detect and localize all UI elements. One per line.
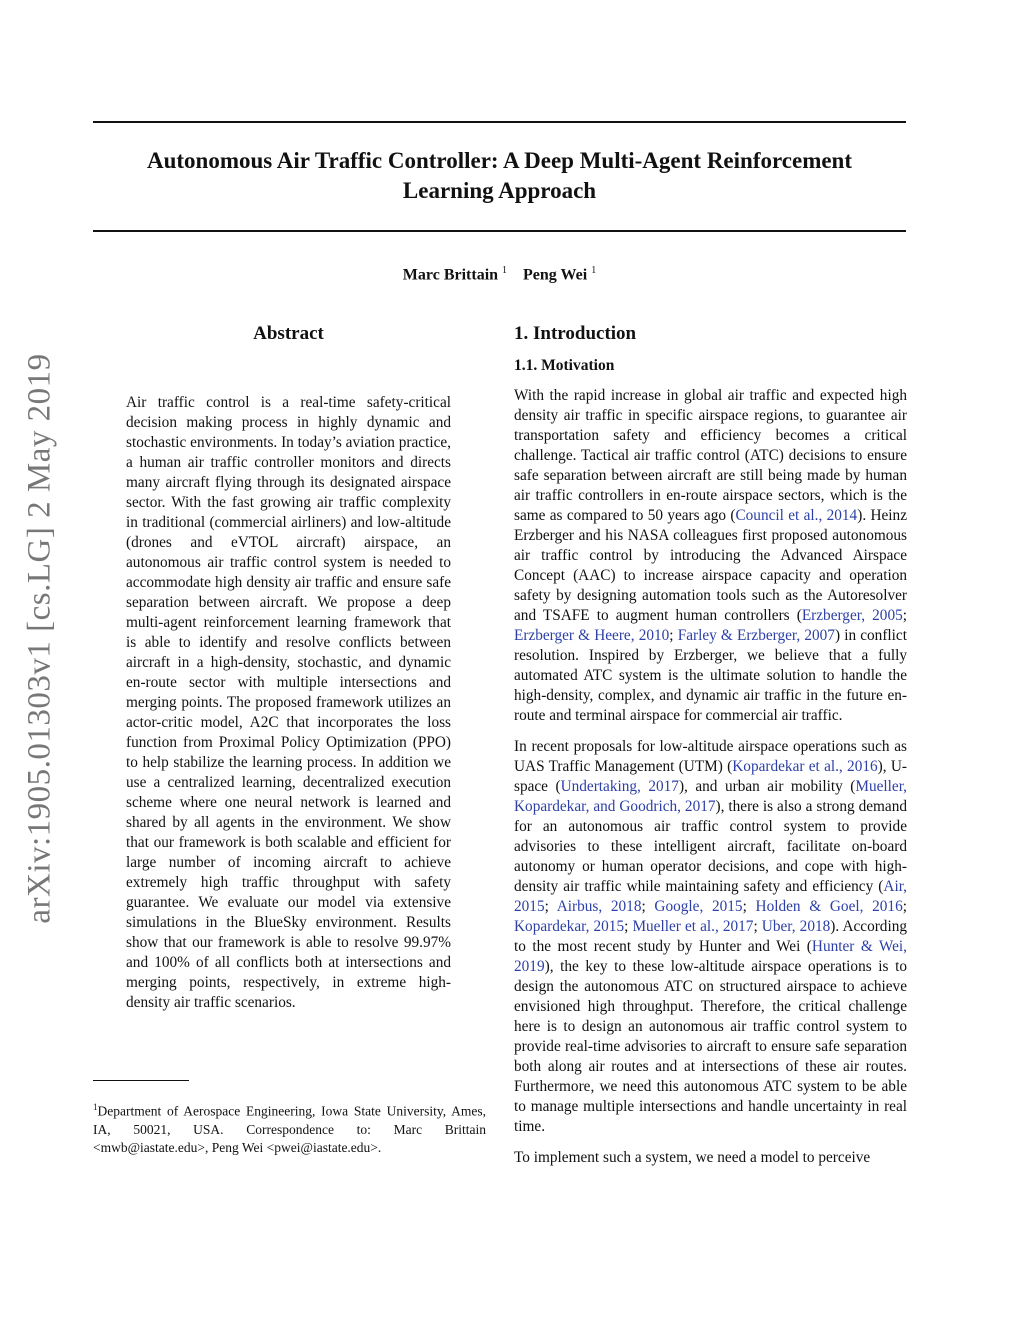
abstract-text: Air traffic control is a real-time safety-critical decision making process in highly dynamic and stochastic environments. In today’s aviation practice, a human air traffic controller monitors and directs many aircraft flying through its designated airspace sector. With the fast growing air traffic complexity in traditional (commercial airliners) and low-altitude (drones and eVTOL aircraft) airspace, an autonomous air traffic control system is needed to accommodate high density air traffic and ensure safe separation between aircraft. We propose a deep multi-agent reinforcement learning framework that is able to identify and resolve conflicts between aircraft in a high-density, stochastic, and dynamic en-route sector with multiple intersections and merging points. The proposed framework utilizes an actor-critic model, A2C that incorporates the loss function from Proximal Policy Optimization (PPO) to help stabilize the learning process. In addition we use a centralized learning, decentralized execution scheme where one neural network is learned and shared by all agents in the environment. We show that our framework is both scalable and efficient for large number of incoming aircraft to achieve extremely high traffic throughput with safety guarantee. We evaluate our model via extensive simulations in the BlueSky environment. Results show that our framework is able to resolve 99.97% and 100% of all conflicts both at intersections and merging points, respectively, in extreme high-density air traffic scenarios.	[126, 394, 451, 1011]
footnote	[93, 1098, 486, 1157]
affiliation-mark: 1	[591, 265, 597, 276]
citation-link[interactable]: Google, 2015	[654, 898, 743, 915]
author-name: Peng Wei	[523, 266, 588, 284]
citation-link[interactable]: Council et al., 2014	[735, 507, 858, 524]
citation-link[interactable]: Farley & Erzberger, 2007	[677, 627, 835, 644]
citation-link[interactable]: Erzberger & Heere, 2010	[514, 627, 670, 644]
citation-link[interactable]: Hunter & Wei, 2019	[514, 938, 907, 975]
abstract-heading: Abstract	[253, 323, 324, 344]
footnote-text: Department of Aerospace Engineering, Iowa State University, Ames, IA, 50021, USA. Correspondence to: Marc Brittain <mwb@iastate.edu>, Peng Wei <pwei@iastate.edu>.	[93, 1103, 486, 1155]
paragraph-2: In recent proposals for low-altitude airspace operations such as UAS Traffic Management (UTM) (Kopardekar et al., 2016), U-space (Undertaking, 2017), and urban air mobility (Mueller, Kopardekar, and Goodrich, 2017), there is also a strong demand for an autonomous air traffic control system to provide advisories to these intelligent aircraft, facilitate on-board autonomy or human operator decisions, and cope with high-density air traffic while maintaining safety and efficiency (Air, 2015; Airbus, 2018; Google, 2015; Holden & Goel, 2016; Kopardekar, 2015; Mueller et al., 2017; Uber, 2018). According to the most recent study by Hunter and Wei (Hunter & Wei, 2019), the key to these low-altitude airspace operations is to design the autonomous ATC on structured airspace to achieve envisioned high throughput. Therefore, the critical challenge here is to design an autonomous air traffic control system to provide real-time advisories to aircraft to ensure safe separation both along air routes and at intersections of these air routes. Furthermore, we need this autonomous ATC system to be able to manage multiple intersections and handle uncertainty in real time.	[514, 738, 908, 1135]
footnote-rule	[93, 1080, 189, 1081]
footnote-mark: 1	[93, 1102, 98, 1112]
citation-link[interactable]: Undertaking, 2017	[560, 778, 679, 795]
citation-link[interactable]: Kopardekar, 2015	[514, 918, 625, 935]
author-name: Marc Brittain	[402, 266, 499, 284]
section-heading: 1. Introduction	[514, 323, 637, 344]
paragraph-1: With the rapid increase in global air traffic and expected high density air traffic in specific airspace regions, to guarantee air transportation safety and efficiency becomes a critical challenge. Tactical air traffic control (ATC) decisions to ensure safe separation between aircraft are still being made by human air traffic controllers in en-route airspace sectors, which is the same as compared to 50 years ago (Council et al., 2014). Heinz Erzberger and his NASA colleagues first proposed autonomous air traffic control by introducing the Advanced Airspace Concept (AAC) to increase airspace capacity and operation safety by designing automation tools such as the Autoresolver and TSAFE to augment human controllers (Erzberger, 2005; Erzberger & Heere, 2010; Farley & Erzberger, 2007) in conflict resolution. Inspired by Erzberger, we believe that a fully automated ATC system is the ultimate solution to handle the high-density, complex, and dynamic air traffic in the future en-route and terminal airspace for commercial air traffic.	[514, 387, 907, 724]
citation-link[interactable]: Erzberger, 2005	[801, 607, 903, 624]
abstract-column	[126, 320, 451, 1024]
arxiv-stamp-text: arXiv:1905.01303v1 [cs.LG] 2 May 2019	[21, 353, 58, 924]
citation-link[interactable]: Airbus, 2018	[556, 898, 642, 915]
citation-link[interactable]: Kopardekar et al., 2016	[732, 758, 878, 775]
citation-link[interactable]: Air, 2015	[514, 878, 907, 915]
introduction-column	[514, 320, 907, 1179]
top-rule	[93, 121, 906, 123]
subsection-heading: 1.1. Motivation	[514, 357, 615, 374]
title-line-2: Learning Approach	[402, 178, 597, 203]
paragraph-3: To implement such a system, we need a model to perceive	[514, 1149, 871, 1166]
paper-title	[93, 146, 906, 206]
citation-link[interactable]: Holden & Goel, 2016	[755, 898, 903, 915]
citation-link[interactable]: Uber, 2018	[761, 918, 831, 935]
author-list	[93, 265, 906, 284]
affiliation-mark: 1	[502, 265, 508, 276]
title-line-1: Autonomous Air Traffic Controller: A Deep Multi-Agent Reinforcement	[146, 148, 853, 173]
bottom-rule	[93, 230, 906, 232]
citation-link[interactable]: Mueller, Kopardekar, and Goodrich, 2017	[514, 778, 907, 815]
citation-link[interactable]: Mueller et al., 2017	[632, 918, 754, 935]
